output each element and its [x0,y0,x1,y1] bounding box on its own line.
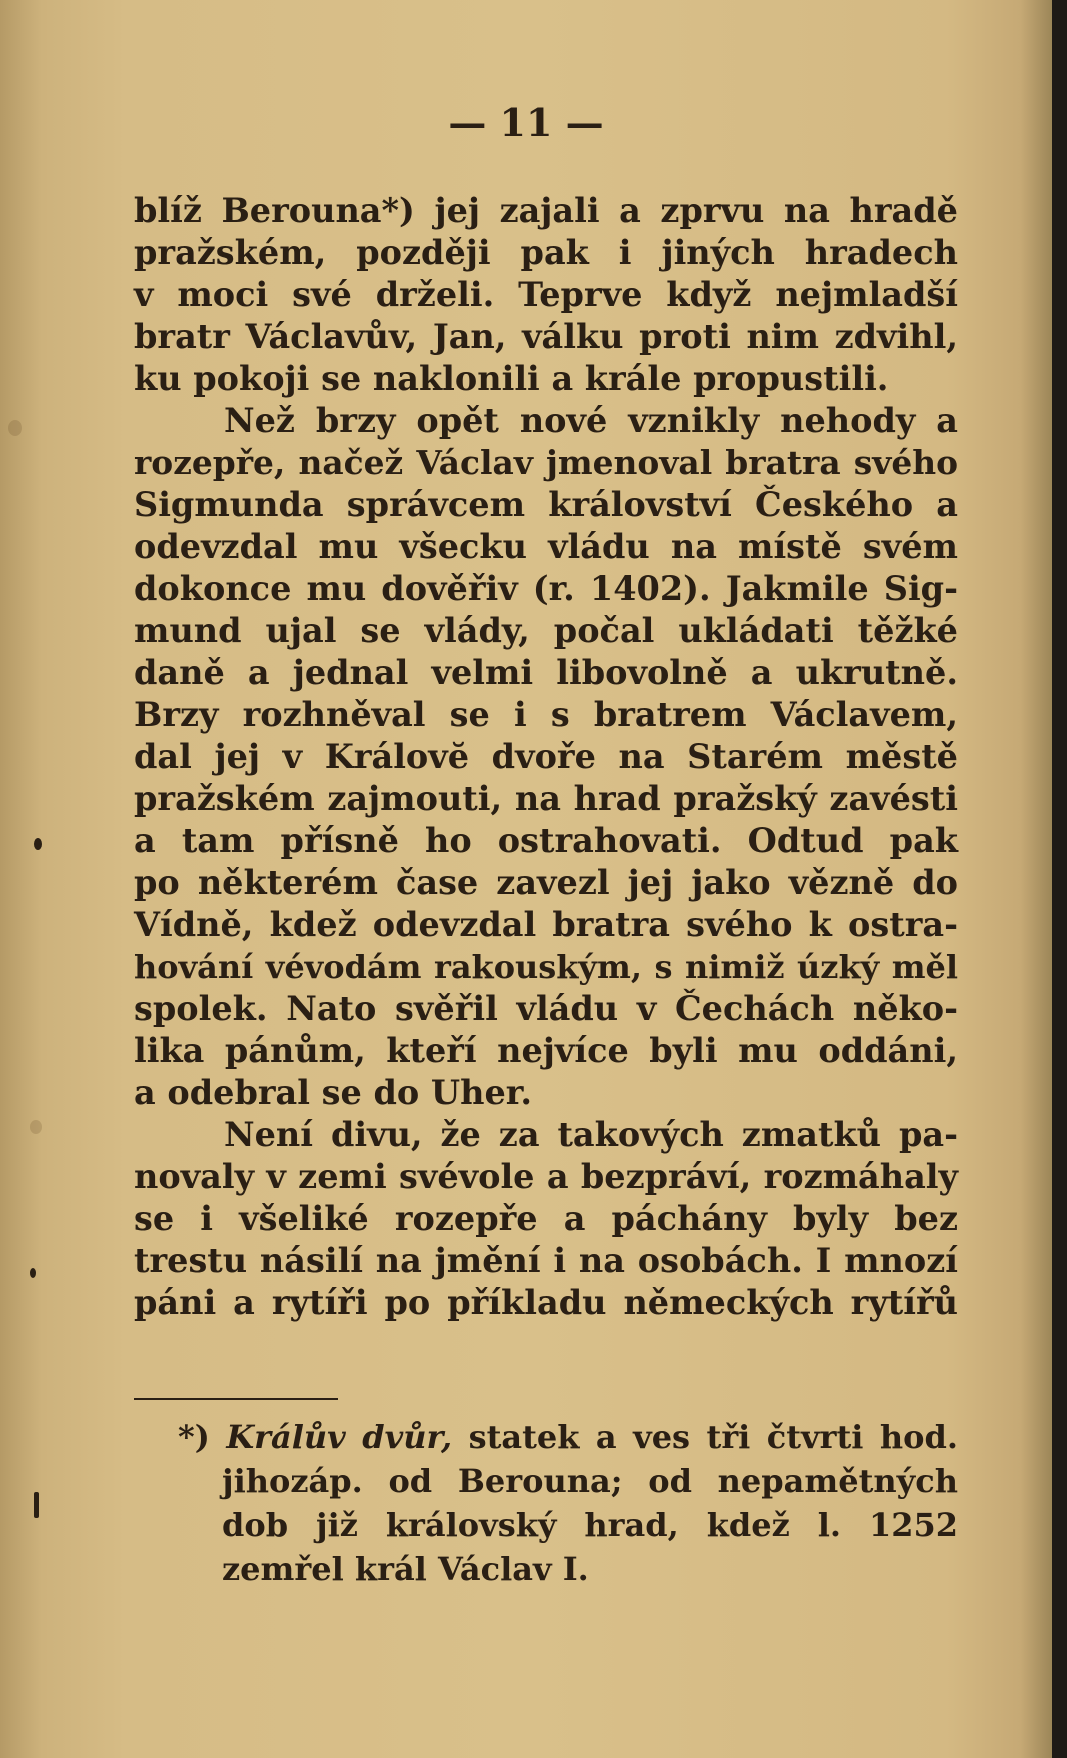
text-line: odevzdal mu všecku vládu na místě svém [134,527,958,566]
text-line: novaly v zemi svévole a bezpráví, rozmáhaly [134,1157,958,1196]
text-line: Vídně, kdež odevzdal bratra svého k ostra- [134,905,958,944]
footnote-term: Králův dvůr, [226,1418,453,1456]
text-line: blíž Berouna*) jej zajali a zprvu na hradě [134,191,958,230]
body-text [134,190,958,1324]
text-line: lika pánům, kteří nejvíce byli mu oddáni, [134,1031,958,1070]
text-line: daně a jednal velmi libovolně a ukrutně. [134,653,958,692]
text-line: ku pokoji se naklonili a krále propustili. [134,359,889,398]
footnote-line: zemřel král Václav I. [222,1550,589,1588]
text-line: a tam přísně ho ostrahovati. Odtud pak [134,821,958,860]
text-line: Brzy rozhněval se i s bratrem Václavem, [134,695,958,734]
text-line: mund ujal se vlády, počal ukládati těžké [134,611,958,650]
text-line: trestu násilí na jmění i na osobách. I mnozí [134,1241,958,1280]
margin-mark [34,1492,39,1518]
text-line: a odebral se do Uher. [134,1073,533,1112]
text-line: hování vévodám rakouským, s nimiž úzký měl [134,948,958,986]
footnote-line: jihozáp. od Berouna; od nepamětných [222,1462,958,1500]
text-line: dokonce mu dověřiv (r. 1402). Jakmile Sig- [134,569,958,608]
footnote [178,1415,958,1591]
text-line: páni a rytíři po příkladu německých rytířů [134,1283,958,1322]
footnote-text: statek a ves tři čtvrti hod. [468,1418,959,1456]
text-line: bratr Václavův, Jan, válku proti nim zdvihl, [134,317,958,356]
text-line: Sigmunda správcem království Českého a [134,485,958,524]
text-line: pražském zajmouti, na hrad pražský zavésti [134,779,958,818]
text-line: pražském, později pak i jiných hradech [134,233,958,272]
text-line: po některém čase zavezl jej jako vězně do [134,863,958,902]
text-line: spolek. Nato svěřil vládu v Čechách něko- [134,989,958,1028]
footnote-line [178,1415,958,1459]
paper-stain [30,1120,42,1134]
page-edge [1052,0,1067,1758]
footnote-mark: *) [178,1418,210,1456]
margin-mark [34,838,42,850]
text-line: Než brzy opět nové vznikly nehody a [224,401,958,440]
footnote-rule [134,1398,338,1400]
text-line: v moci své drželi. Teprve když nejmladší [134,275,958,314]
footnote-line: dob již královský hrad, kdež l. 1252 [222,1506,958,1544]
page-number: — 11 — [448,100,604,145]
text-line: rozepře, načež Václav jmenoval bratra svého [134,443,958,482]
text-line: dal jej v Královĕ dvoře na Starém městě [134,737,958,776]
text-line: se i všeliké rozepře a páchány byly bez [134,1199,958,1238]
paper-stain [8,420,22,436]
text-line: Není divu, že za takových zmatků pa- [224,1115,958,1154]
margin-mark [30,1268,36,1278]
